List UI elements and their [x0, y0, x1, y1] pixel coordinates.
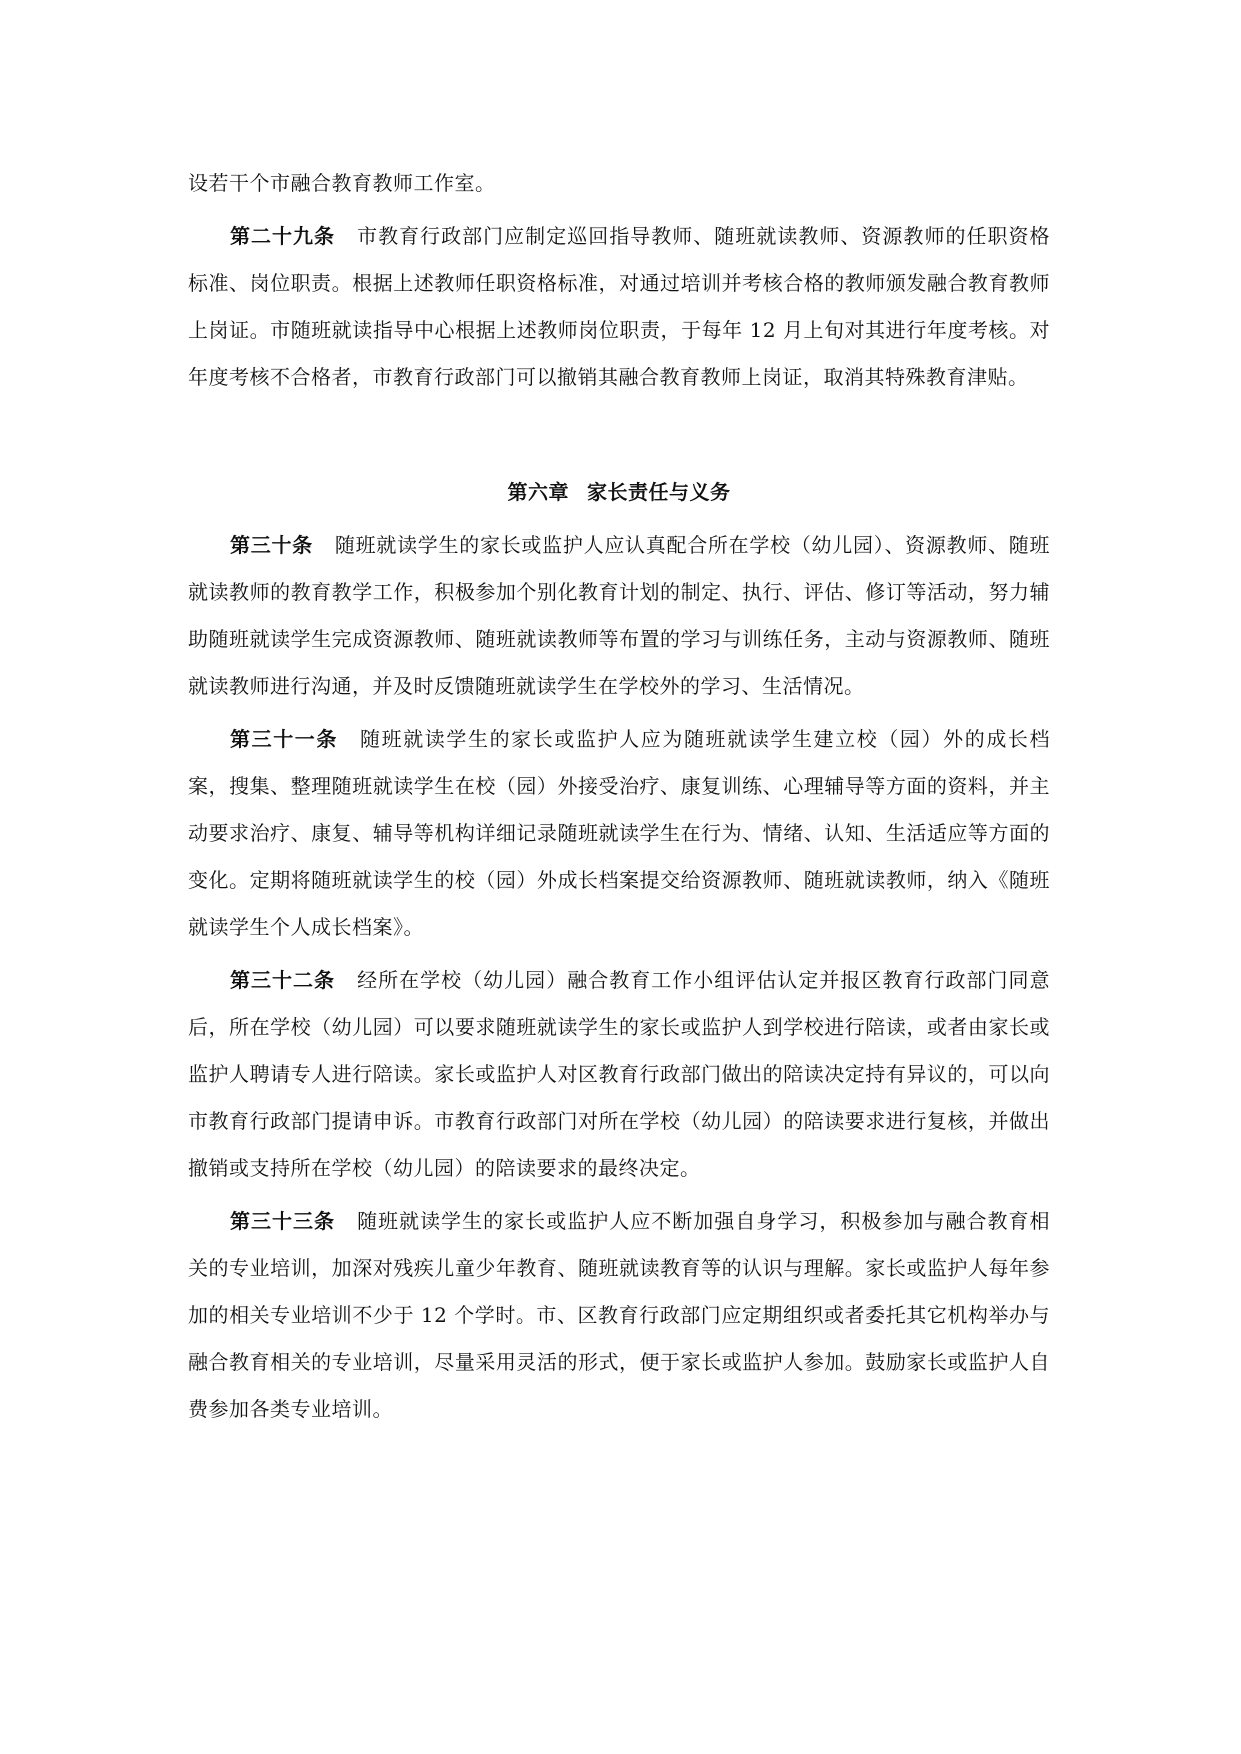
article-31-number: 第三十一条 [230, 727, 338, 751]
article-33-text: 随班就读学生的家长或监护人应不断加强自身学习，积极参加与融合教育相关的专业培训，加深对残疾儿童少年教育、随班就读教育等的认识与理解。家长或监护人每年参加的相关专业培训不少于 12 个学时。市、区教育行政部门应定期组织或者委托其它机构举办与融合教育相关的专业培训，尽量采用灵活的形式，便于家长或监护人参加。鼓励家长或监护人自费参加各类专业培训。 [188, 1209, 1051, 1421]
article-30-text: 随班就读学生的家长或监护人应认真配合所在学校（幼儿园）、资源教师、随班就读教师的教育教学工作，积极参加个别化教育计划的制定、执行、评估、修订等活动，努力辅助随班就读学生完成资源教师、随班就读教师等布置的学习与训练任务，主动与资源教师、随班就读教师进行沟通，并及时反馈随班就读学生在学校外的学习、生活情况。 [188, 533, 1051, 698]
chapter-heading [188, 469, 1050, 516]
article-33-number: 第三十三条 [230, 1209, 336, 1233]
article-30 [188, 522, 1050, 710]
chapter-number: 第六章 [507, 480, 569, 504]
chapter-title: 家长责任与义务 [587, 480, 731, 504]
article-32-number: 第三十二条 [230, 968, 336, 992]
section-gap [188, 401, 1050, 469]
article-31-text: 随班就读学生的家长或监护人应为随班就读学生建立校（园）外的成长档案，搜集、整理随班就读学生在校（园）外接受治疗、康复训练、心理辅导等方面的资料，并主动要求治疗、康复、辅导等机构详细记录随班就读学生在行为、情绪、认知、生活适应等方面的变化。定期将随班就读学生的校（园）外成长档案提交给资源教师、随班就读教师，纳入《随班就读学生个人成长档案》。 [188, 727, 1051, 939]
article-31 [188, 716, 1050, 951]
article-33 [188, 1198, 1050, 1433]
article-32-text: 经所在学校（幼儿园）融合教育工作小组评估认定并报区教育行政部门同意后，所在学校（幼儿园）可以要求随班就读学生的家长或监护人到学校进行陪读，或者由家长或监护人聘请专人进行陪读。家长或监护人对区教育行政部门做出的陪读决定持有异议的，可以向市教育行政部门提请申诉。市教育行政部门对所在学校（幼儿园）的陪读要求进行复核，并做出撤销或支持所在学校（幼儿园）的陪读要求的最终决定。 [188, 968, 1051, 1180]
document-page [188, 160, 1050, 1433]
article-29-text: 市教育行政部门应制定巡回指导教师、随班就读教师、资源教师的任职资格标准、岗位职责。根据上述教师任职资格标准，对通过培训并考核合格的教师颁发融合教育教师上岗证。市随班就读指导中心根据上述教师岗位职责，于每年 12 月上旬对其进行年度考核。对年度考核不合格者，市教育行政部门可以撤销其融合教育教师上岗证，取消其特殊教育津贴。 [188, 224, 1051, 389]
article-29 [188, 213, 1050, 401]
continuation-paragraph: 设若干个市融合教育教师工作室。 [188, 171, 496, 195]
article-29-number: 第二十九条 [230, 224, 336, 248]
article-30-number: 第三十条 [230, 533, 313, 557]
article-32 [188, 957, 1050, 1192]
